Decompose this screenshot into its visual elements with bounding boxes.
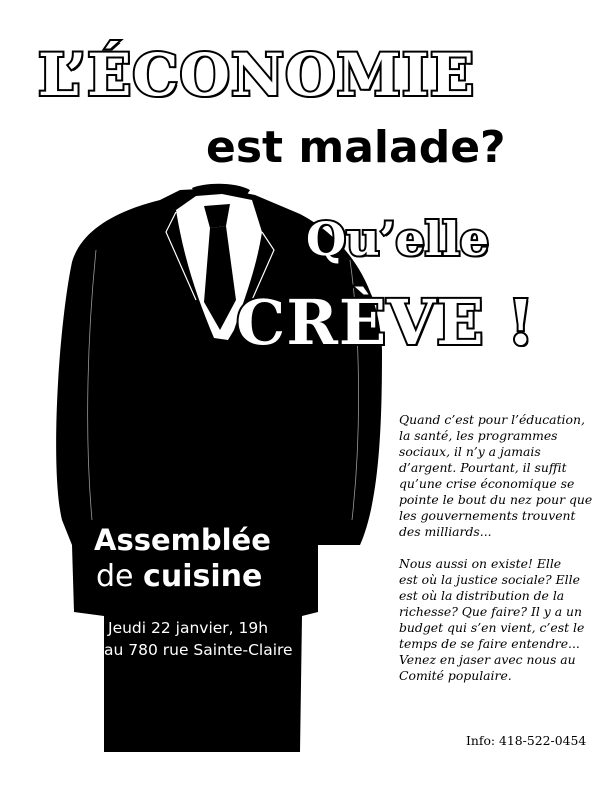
paragraph-line: les gouvernements trouvent [399, 508, 576, 523]
paragraph-2 [399, 556, 589, 684]
assembly-title-prefix: de [96, 559, 134, 594]
event-address: au 780 rue Sainte-Claire [104, 641, 293, 659]
paragraph-line: Comité populaire. [399, 668, 512, 683]
paragraph-line: est où la justice sociale? Elle [399, 572, 580, 587]
slogan-line-2: CRÈVE ! [236, 286, 536, 359]
body-text [399, 412, 593, 700]
paragraph-line: qu’une crise économique se [399, 476, 575, 491]
assembly-title-line-2 [96, 559, 263, 594]
paragraph-line: Venez en jaser avec nous au [399, 652, 576, 667]
paragraph-line: des milliards... [399, 524, 492, 539]
paragraph-line: d’argent. Pourtant, il suffit [399, 460, 567, 475]
paragraph-line: richesse? Que faire? Il y a un [399, 604, 582, 619]
assembly-title-word: cuisine [143, 559, 263, 594]
paragraph-line: Quand c’est pour l’éducation, [399, 412, 585, 427]
headline: L’ÉCONOMIE [38, 41, 476, 109]
slogan-line-1: Qu’elle [306, 212, 490, 266]
paragraph-1 [399, 412, 593, 540]
assembly-title-line-1: Assemblée [94, 523, 271, 557]
paragraph-line: pointe le bout du nez pour que [399, 492, 593, 507]
paragraph-line: temps de se faire entendre... [399, 636, 580, 651]
subheadline: est malade? [206, 122, 506, 173]
event-date: Jeudi 22 janvier, 19h [108, 619, 269, 637]
paragraph-line: est où la distribution de la [399, 588, 565, 603]
paragraph-line: budget qui s’en vient, c’est le [399, 620, 585, 635]
info-phone: Info: 418-522-0454 [466, 733, 587, 748]
paragraph-line: Nous aussi on existe! Elle [399, 556, 562, 571]
paragraph-line: sociaux, il n’y a jamais [399, 444, 541, 459]
paragraph-line: la santé, les programmes [399, 428, 558, 443]
